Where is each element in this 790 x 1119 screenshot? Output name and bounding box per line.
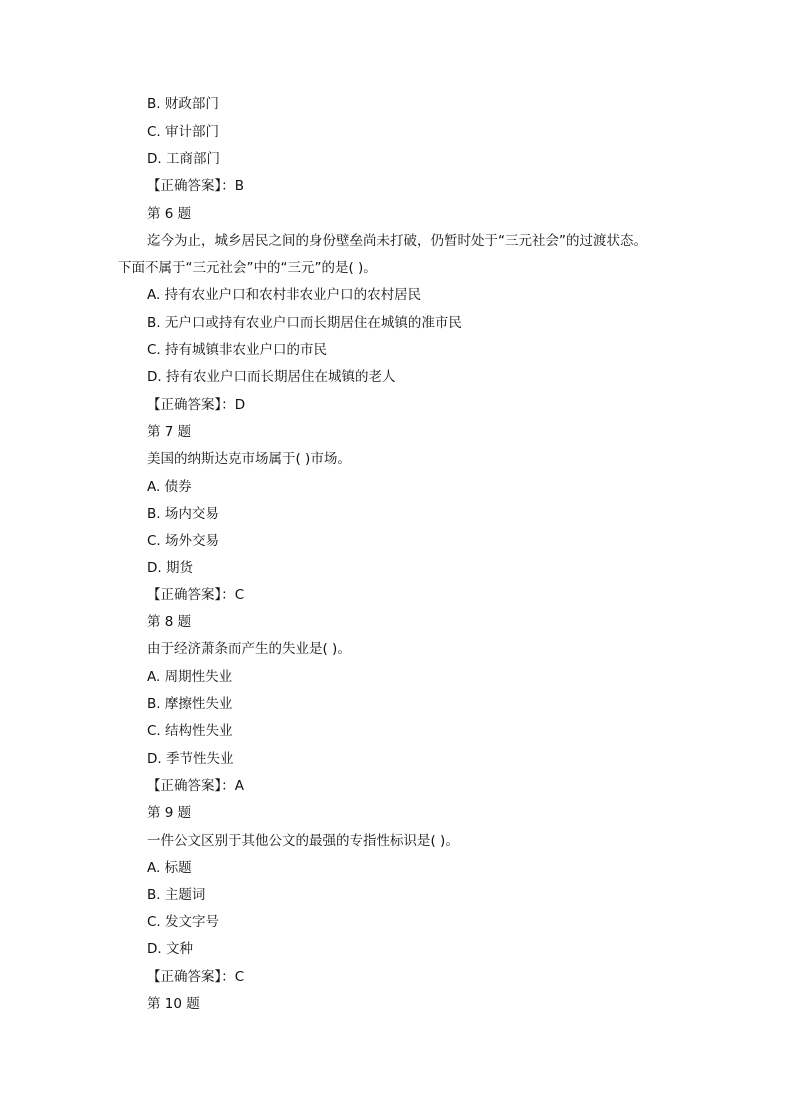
question-number: 第 7 题 — [147, 424, 192, 440]
question-text: 美国的纳斯达克市场属于( )市场。 — [147, 451, 351, 467]
option-d: D. 季节性失业 — [147, 751, 234, 767]
option-a: A. 标题 — [147, 860, 192, 876]
question-text-continued: 下面不属于“三元社会”中的“三元”的是( )。 — [118, 260, 377, 276]
option-b: B. 场内交易 — [147, 506, 219, 522]
option-c: C. 结构性失业 — [147, 723, 233, 739]
option-b: B. 无户口或持有农业户口而长期居住在城镇的准市民 — [147, 315, 462, 331]
option-b: B. 财政部门 — [147, 96, 219, 112]
question-number: 第 10 题 — [147, 996, 200, 1012]
question-number: 第 6 题 — [147, 206, 192, 222]
option-b: B. 主题词 — [147, 887, 206, 903]
question-text: 迄今为止，城乡居民之间的身份壁垒尚未打破，仍暂时处于“三元社会”的过渡状态。 — [147, 233, 647, 249]
option-b: B. 摩擦性失业 — [147, 696, 233, 712]
option-c: C. 发文字号 — [147, 914, 220, 930]
option-d: D. 持有农业户口而长期居住在城镇的老人 — [147, 369, 396, 385]
answer-line: 【正确答案】：A — [147, 778, 244, 794]
option-c: C. 持有城镇非农业户口的市民 — [147, 342, 328, 358]
answer-line: 【正确答案】：B — [147, 178, 245, 194]
option-a: A. 持有农业户口和农村非农业户口的农村居民 — [147, 287, 422, 303]
option-a: A. 周期性失业 — [147, 669, 233, 685]
option-a: A. 债券 — [147, 479, 192, 495]
answer-line: 【正确答案】：C — [147, 587, 245, 603]
option-c: C. 场外交易 — [147, 533, 220, 549]
answer-line: 【正确答案】：C — [147, 969, 245, 985]
question-text: 由于经济萧条而产生的失业是( )。 — [147, 641, 351, 657]
option-d: D. 工商部门 — [147, 151, 220, 167]
option-d: D. 期货 — [147, 560, 193, 576]
option-c: C. 审计部门 — [147, 124, 220, 140]
question-number: 第 8 题 — [147, 614, 192, 630]
answer-line: 【正确答案】：D — [147, 397, 246, 413]
question-text: 一件公文区别于其他公文的最强的专指性标识是( )。 — [147, 833, 459, 849]
option-d: D. 文种 — [147, 941, 193, 957]
question-number: 第 9 题 — [147, 805, 192, 821]
